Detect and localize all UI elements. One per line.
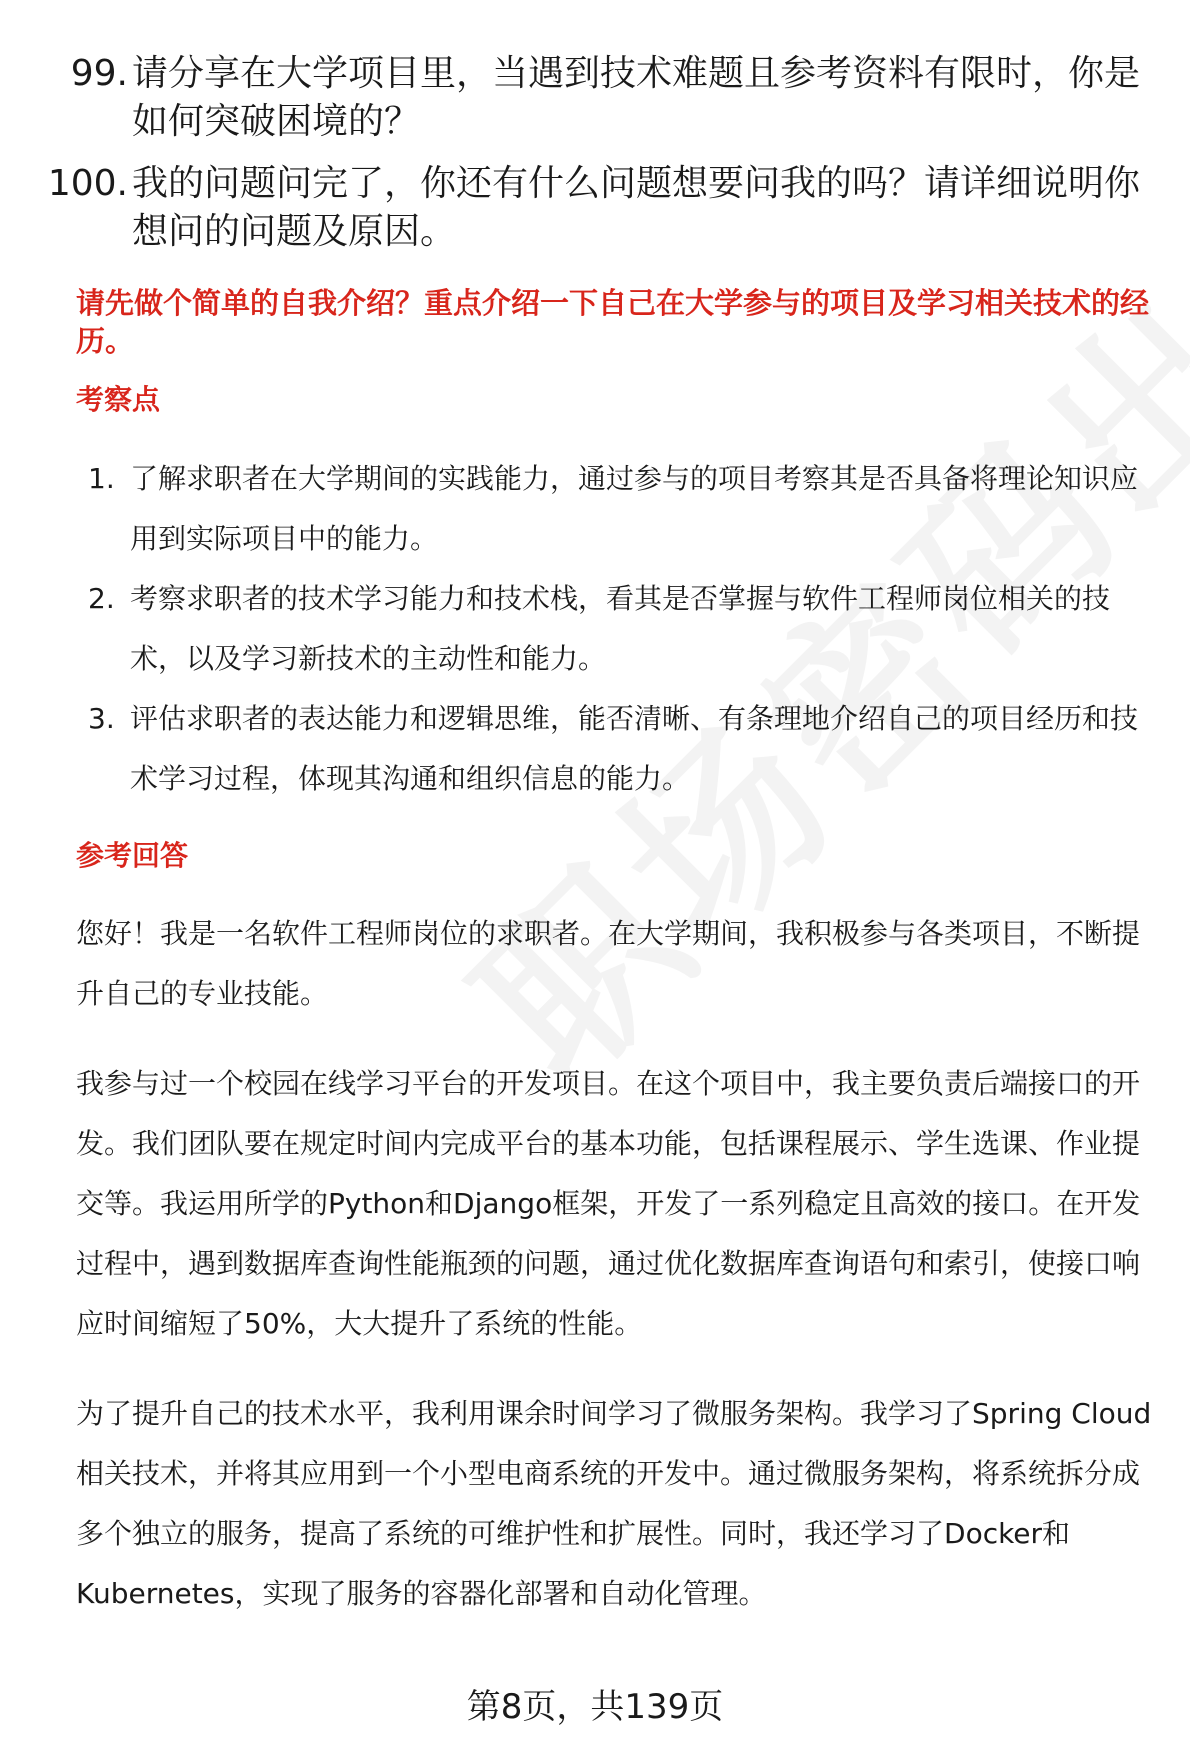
question-number: 100.	[47, 163, 128, 204]
item-number: 1.	[88, 462, 115, 495]
section-title: 请先做个简单的自我介绍？重点介绍一下自己在大学参与的项目及学习相关技术的经历。	[76, 286, 1150, 358]
answer-paragraph: 为了提升自己的技术水平，我利用课余时间学习了微服务架构。我学习了Spring Cloud相关技术，并将其应用到一个小型电商系统的开发中。通过微服务架构，将系统拆分成多个独立的服务，提高了系统的可维护性和扩展性。同时，我还学习了Docker和Kubernetes，实现了服务的容器化部署和自动化管理。	[76, 1397, 1152, 1610]
question-text: 我的问题问完了，你还有什么问题想要问我的吗？请详细说明你想问的问题及原因。	[132, 163, 1141, 252]
question-text: 请分享在大学项目里，当遇到技术难题且参考资料有限时，你是如何突破困境的？	[132, 53, 1141, 142]
question-number: 99.	[70, 53, 128, 94]
answer-paragraph: 您好！我是一名软件工程师岗位的求职者。在大学期间，我积极参与各类项目，不断提升自己的专业技能。	[76, 917, 1141, 1010]
points-heading: 考察点	[76, 383, 161, 416]
item-text: 了解求职者在大学期间的实践能力，通过参与的项目考察其是否具备将理论知识应用到实际项目中的能力。	[130, 462, 1139, 555]
answer-paragraph: 我参与过一个校园在线学习平台的开发项目。在这个项目中，我主要负责后端接口的开发。我们团队要在规定时间内完成平台的基本功能，包括课程展示、学生选课、作业提交等。我运用所学的Python和Django框架，开发了一系列稳定且高效的接口。在开发过程中，遇到数据库查询性能瓶颈的问题，通过优化数据库查询语句和索引，使接口响应时间缩短了50%，大大提升了系统的性能。	[76, 1067, 1141, 1340]
answer-heading: 参考回答	[76, 839, 189, 872]
question-100	[0, 160, 1190, 256]
page-footer: 第8页，共139页	[466, 1687, 724, 1727]
item-number: 3.	[88, 702, 115, 735]
item-text: 评估求职者的表达能力和逻辑思维，能否清晰、有条理地介绍自己的项目经历和技术学习过程，体现其沟通和组织信息的能力。	[130, 702, 1139, 795]
question-99	[0, 50, 1190, 146]
item-number: 2.	[88, 582, 115, 615]
item-text: 考察求职者的技术学习能力和技术栈，看其是否掌握与软件工程师岗位相关的技术，以及学习新技术的主动性和能力。	[130, 582, 1111, 675]
